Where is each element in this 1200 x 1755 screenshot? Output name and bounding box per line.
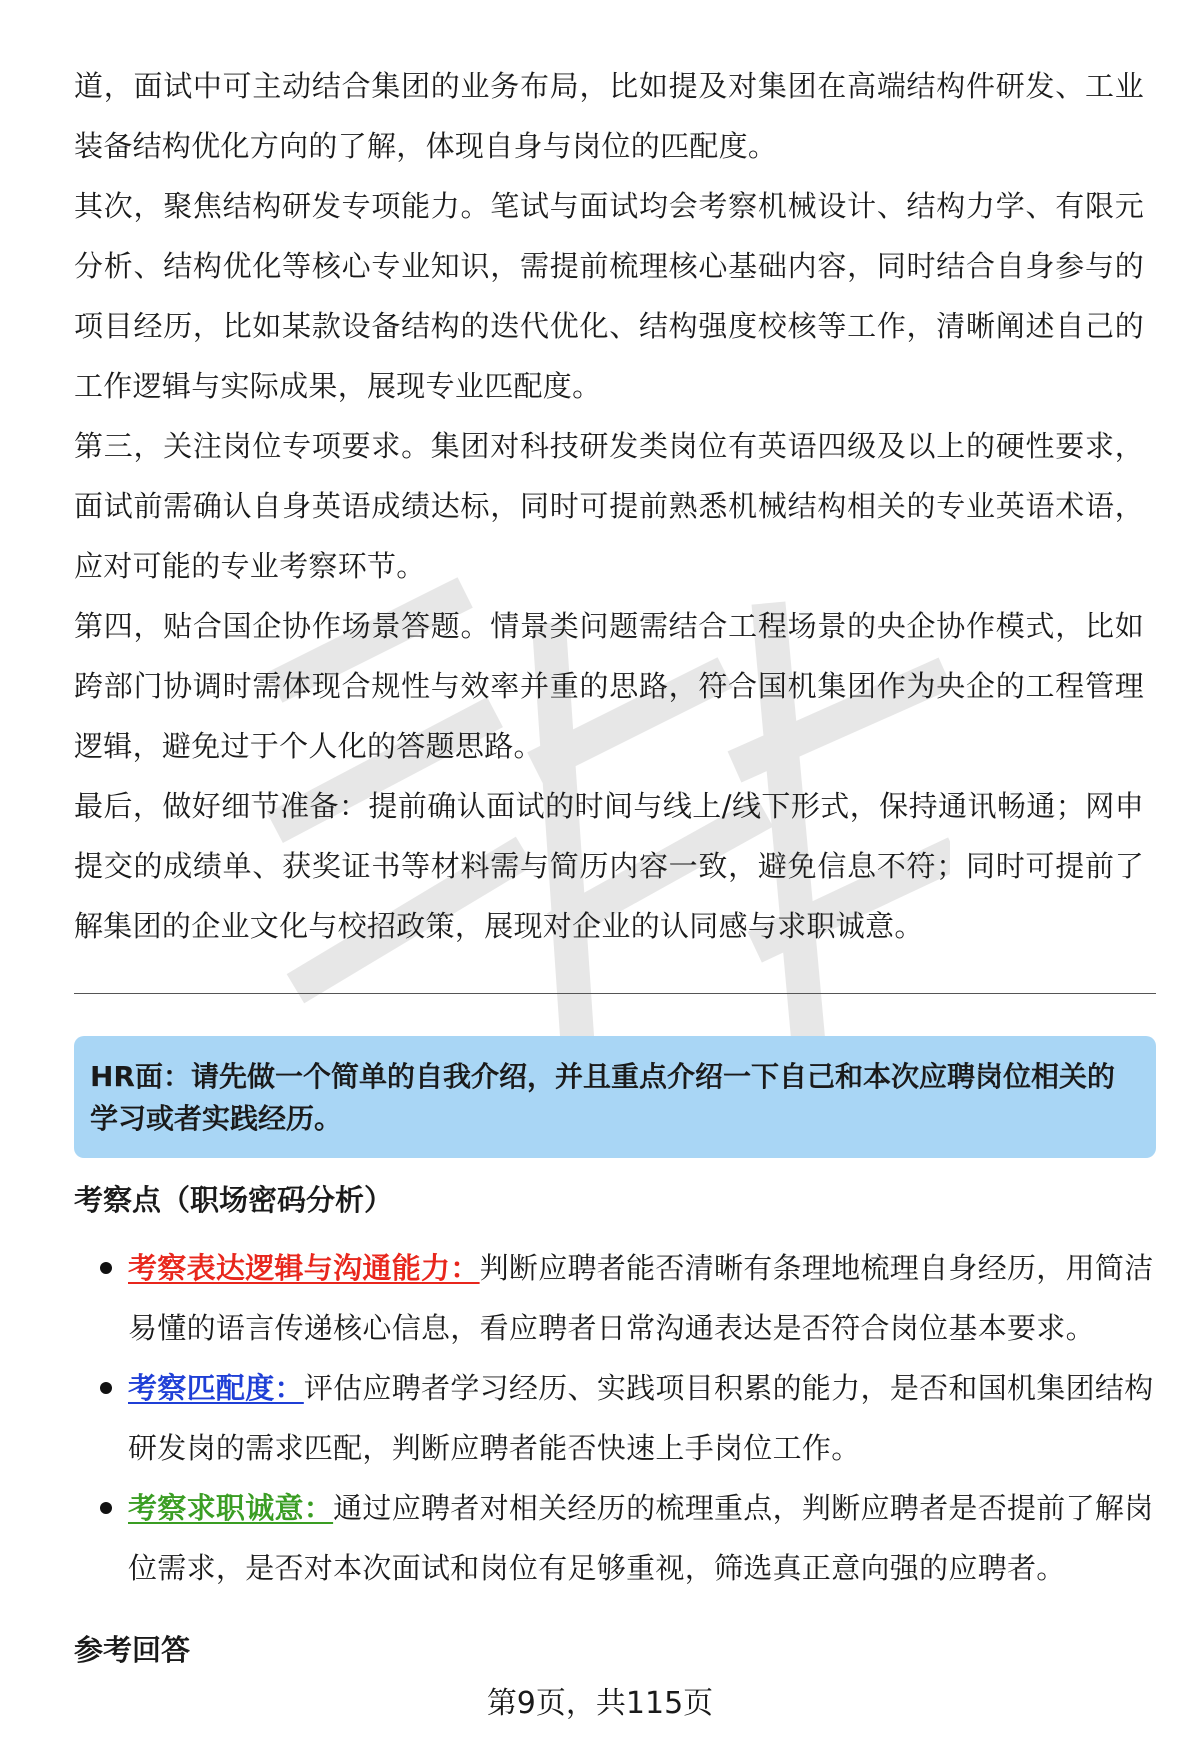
bullet-icon xyxy=(100,1262,112,1274)
paragraph-intro-tail: 道，面试中可主动结合集团的业务布局，比如提及对集团在高端结构件研发、工业装备结构优化方向的了解，体现自身与岗位的匹配度。 xyxy=(74,69,1144,163)
analysis-item-match xyxy=(74,1358,1156,1478)
analysis-item-sincerity xyxy=(74,1478,1156,1598)
analysis-text: 通过应聘者对相关经历的梳理重点，判断应聘者是否提前了解岗位需求，是否对本次面试和岗位有足够重视，筛选真正意向强的应聘者。 xyxy=(128,1491,1154,1585)
bullet-icon xyxy=(100,1502,112,1514)
question-callout xyxy=(74,1036,1156,1158)
analysis-key: 考察求职诚意： xyxy=(128,1491,334,1525)
page-number: 第9页，共115页 xyxy=(486,1686,714,1721)
analysis-key: 考察表达逻辑与沟通能力： xyxy=(128,1251,480,1285)
section-divider xyxy=(74,993,1156,994)
bullet-icon xyxy=(100,1382,112,1394)
paragraph-fourth: 第四，贴合国企协作场景答题。情景类问题需结合工程场景的央企协作模式，比如跨部门协调时需体现合规性与效率并重的思路，符合国机集团作为央企的工程管理逻辑，避免过于个人化的答题思路。 xyxy=(74,609,1144,763)
question-text: HR面：请先做一个简单的自我介绍，并且重点介绍一下自己和本次应聘岗位相关的学习或者实践经历。 xyxy=(90,1060,1115,1135)
paragraph-second: 其次，聚焦结构研发专项能力。笔试与面试均会考察机械设计、结构力学、有限元分析、结构优化等核心专业知识，需提前梳理核心基础内容，同时结合自身参与的项目经历，比如某款设备结构的迭代优化、结构强度校核等工作，清晰阐述自己的工作逻辑与实际成果，展现专业匹配度。 xyxy=(74,189,1144,403)
paragraph-third: 第三，关注岗位专项要求。集团对科技研发类岗位有英语四级及以上的硬性要求，面试前需确认自身英语成绩达标，同时可提前熟悉机械结构相关的专业英语术语，应对可能的专业考察环节。 xyxy=(74,429,1144,583)
analysis-item-communication xyxy=(74,1238,1156,1358)
paragraph-last: 最后，做好细节准备：提前确认面试的时间与线上/线下形式，保持通讯畅通；网申提交的成绩单、获奖证书等材料需与简历内容一致，避免信息不符；同时可提前了解集团的企业文化与校招政策，展现对企业的认同感与求职诚意。 xyxy=(74,789,1144,943)
analysis-heading: 考察点（职场密码分析） xyxy=(74,1183,394,1217)
analysis-list xyxy=(74,1238,1156,1598)
analysis-text: 评估应聘者学习经历、实践项目积累的能力，是否和国机集团结构研发岗的需求匹配，判断应聘者能否快速上手岗位工作。 xyxy=(128,1371,1154,1465)
analysis-text: 判断应聘者能否清晰有条理地梳理自身经历，用简洁易懂的语言传递核心信息，看应聘者日常沟通表达是否符合岗位基本要求。 xyxy=(128,1251,1154,1345)
reference-heading: 参考回答 xyxy=(74,1633,191,1667)
body-text xyxy=(74,56,1144,956)
analysis-key: 考察匹配度： xyxy=(128,1371,304,1405)
